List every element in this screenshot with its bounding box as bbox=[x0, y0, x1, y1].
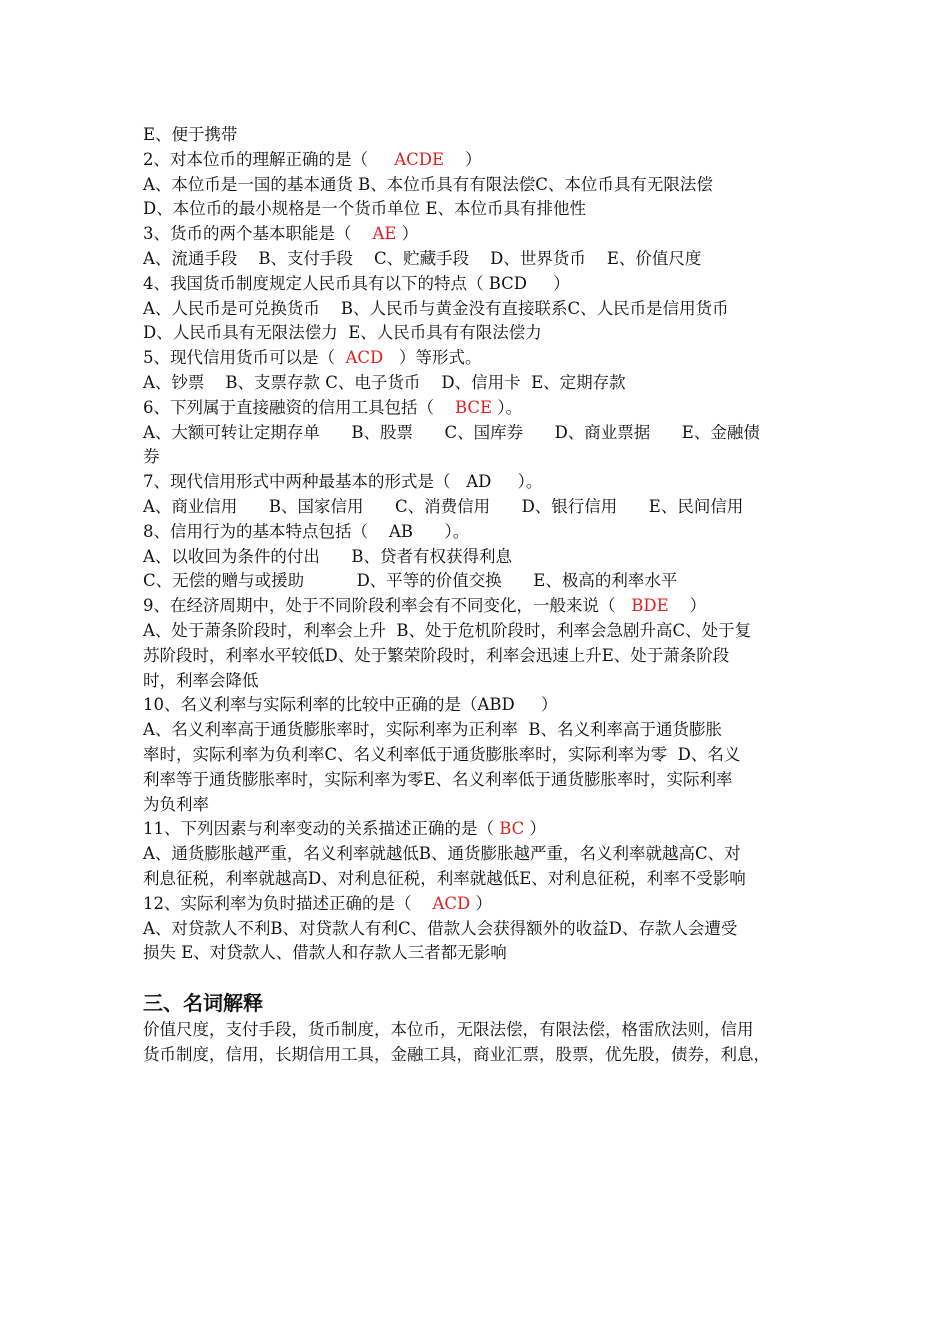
line-text-end: ） bbox=[668, 596, 707, 616]
text-line bbox=[143, 421, 811, 446]
line-text: A、流通手段 B、支付手段 C、贮藏手段 D、世界货币 E、价值尺度 bbox=[143, 248, 702, 268]
line-text: A、以收回为条件的付出 B、贷者有权获得利息 bbox=[143, 546, 513, 566]
answer-text: BDE bbox=[631, 596, 669, 616]
line-text-end: ） bbox=[444, 149, 482, 169]
answer-text: BCE bbox=[454, 397, 493, 417]
text-line bbox=[143, 892, 811, 917]
text-line bbox=[143, 470, 811, 495]
text-line bbox=[143, 222, 811, 247]
line-text: A、通货膨胀越严重，名义利率就越低B、通货膨胀越严重，名义利率就越高C、对 bbox=[143, 844, 741, 864]
text-line bbox=[143, 321, 811, 346]
line-text: 率时，实际利率为负利率C、名义利率低于通货膨胀率时，实际利率为零 D、名义 bbox=[143, 744, 741, 764]
text-line bbox=[143, 569, 811, 594]
question-list bbox=[143, 123, 811, 966]
line-text: 11、下列因素与利率变动的关系描述正确的是（ bbox=[143, 819, 500, 839]
line-text: 5、现代信用货币可以是（ bbox=[143, 348, 346, 368]
text-line bbox=[143, 495, 811, 520]
line-text-end: ） bbox=[524, 819, 547, 839]
line-text: 10、名义利率与实际利率的比较中正确的是（ABD ） bbox=[143, 695, 558, 715]
document-page bbox=[143, 123, 811, 1068]
line-text: A、钞票 B、支票存款 C、电子货币 D、信用卡 E、定期存款 bbox=[143, 372, 626, 392]
line-text: 时，利率会降低 bbox=[143, 670, 259, 690]
text-line bbox=[143, 619, 811, 644]
line-text: A、人民币是可兑换货币 B、人民币与黄金没有直接联系C、人民币是信用货币 bbox=[143, 298, 729, 318]
line-text: D、本位币的最小规格是一个货币单位 E、本位币具有排他性 bbox=[143, 199, 587, 219]
line-text-end: ）等形式。 bbox=[383, 348, 482, 368]
line-text: A、大额可转让定期存单 B、股票 C、国库券 D、商业票据 E、金融债 bbox=[143, 422, 760, 442]
text-line bbox=[143, 173, 811, 198]
line-text: 6、下列属于直接融资的信用工具包括（ bbox=[143, 397, 455, 417]
line-text: 为负利率 bbox=[143, 794, 209, 814]
text-line bbox=[143, 693, 811, 718]
text-line bbox=[143, 272, 811, 297]
text-line bbox=[143, 396, 811, 421]
text-line bbox=[143, 148, 811, 173]
line-text: 9、在经济周期中，处于不同阶段利率会有不同变化，一般来说（ bbox=[143, 596, 632, 616]
line-text: E、便于携带 bbox=[143, 125, 238, 144]
text-line bbox=[143, 520, 811, 545]
section-heading: 三、名词解释 bbox=[143, 991, 263, 1016]
text-line bbox=[143, 793, 811, 818]
line-text: A、处于萧条阶段时，利率会上升 B、处于危机阶段时，利率会急剧升高C、处于复 bbox=[143, 620, 752, 640]
text-line bbox=[143, 917, 811, 942]
text-line bbox=[143, 123, 811, 148]
text-line bbox=[143, 545, 811, 570]
line-text: A、商业信用 B、国家信用 C、消费信用 D、银行信用 E、民间信用 bbox=[143, 496, 744, 516]
answer-text: BC bbox=[499, 819, 525, 839]
text-line bbox=[143, 842, 811, 867]
text-line bbox=[143, 941, 811, 966]
line-text: 券 bbox=[143, 447, 160, 467]
text-line bbox=[143, 718, 811, 743]
line-text: 7、现代信用形式中两种最基本的形式是（ AD ）。 bbox=[143, 472, 543, 492]
text-line bbox=[143, 817, 811, 842]
answer-text: AE bbox=[372, 224, 397, 244]
line-text: 2、对本位币的理解正确的是（ bbox=[143, 149, 395, 169]
line-text: 利率等于通货膨胀率时，实际利率为零E、名义利率低于通货膨胀率时，实际利率 bbox=[143, 769, 733, 789]
line-text-end: ） bbox=[470, 893, 493, 913]
text-line bbox=[143, 867, 811, 892]
glossary-line: 货币制度，信用，长期信用工具，金融工具，商业汇票，股票，优先股，债券，利息， bbox=[143, 1044, 770, 1064]
text-line bbox=[143, 371, 811, 396]
text-line bbox=[143, 445, 811, 470]
line-text-end: ） bbox=[396, 224, 419, 244]
line-text: 利息征税，利率就越高D、对利息征税，利率就越低E、对利息征税，利率不受影响 bbox=[143, 868, 746, 888]
text-line bbox=[143, 594, 811, 619]
glossary-line: 价值尺度，支付手段，货币制度，本位币，无限法偿，有限法偿，格雷欣法则，信用 bbox=[143, 1020, 754, 1040]
line-text: A、对贷款人不利B、对贷款人有利C、借款人会获得额外的收益D、存款人会遭受 bbox=[143, 918, 738, 938]
text-line bbox=[143, 669, 811, 694]
line-text: A、名义利率高于通货膨胀率时，实际利率为正利率 B、名义利率高于通货膨胀 bbox=[143, 720, 723, 740]
line-text: 3、货币的两个基本职能是（ bbox=[143, 224, 373, 244]
line-text: 4、我国货币制度规定人民币具有以下的特点（ BCD ） bbox=[143, 273, 570, 293]
answer-text: ACD bbox=[345, 348, 384, 368]
text-line bbox=[143, 768, 811, 793]
text-line bbox=[143, 743, 811, 768]
line-text: 苏阶段时，利率水平较低D、处于繁荣阶段时，利率会迅速上升E、处于萧条阶段 bbox=[143, 645, 730, 665]
section-gap bbox=[143, 966, 811, 988]
line-text-end: ）。 bbox=[492, 397, 523, 417]
text-line bbox=[143, 297, 811, 322]
text-line bbox=[143, 197, 811, 222]
line-text: 12、实际利率为负时描述正确的是（ bbox=[143, 893, 433, 913]
answer-text: ACDE bbox=[394, 149, 445, 169]
line-text: C、无偿的赠与或援助 D、平等的价值交换 E、极高的利率水平 bbox=[143, 571, 678, 591]
answer-text: ACD bbox=[432, 893, 471, 913]
line-text: 损失 E、对贷款人、借款人和存款人三者都无影响 bbox=[143, 943, 507, 963]
line-text: D、人民币具有无限法偿力 E、人民币具有有限法偿力 bbox=[143, 323, 542, 343]
text-line bbox=[143, 346, 811, 371]
text-line bbox=[143, 644, 811, 669]
line-text: 8、信用行为的基本特点包括（ AB ）。 bbox=[143, 521, 470, 541]
text-line bbox=[143, 247, 811, 272]
line-text: A、本位币是一国的基本通货 B、本位币具有有限法偿C、本位币具有无限法偿 bbox=[143, 174, 713, 194]
